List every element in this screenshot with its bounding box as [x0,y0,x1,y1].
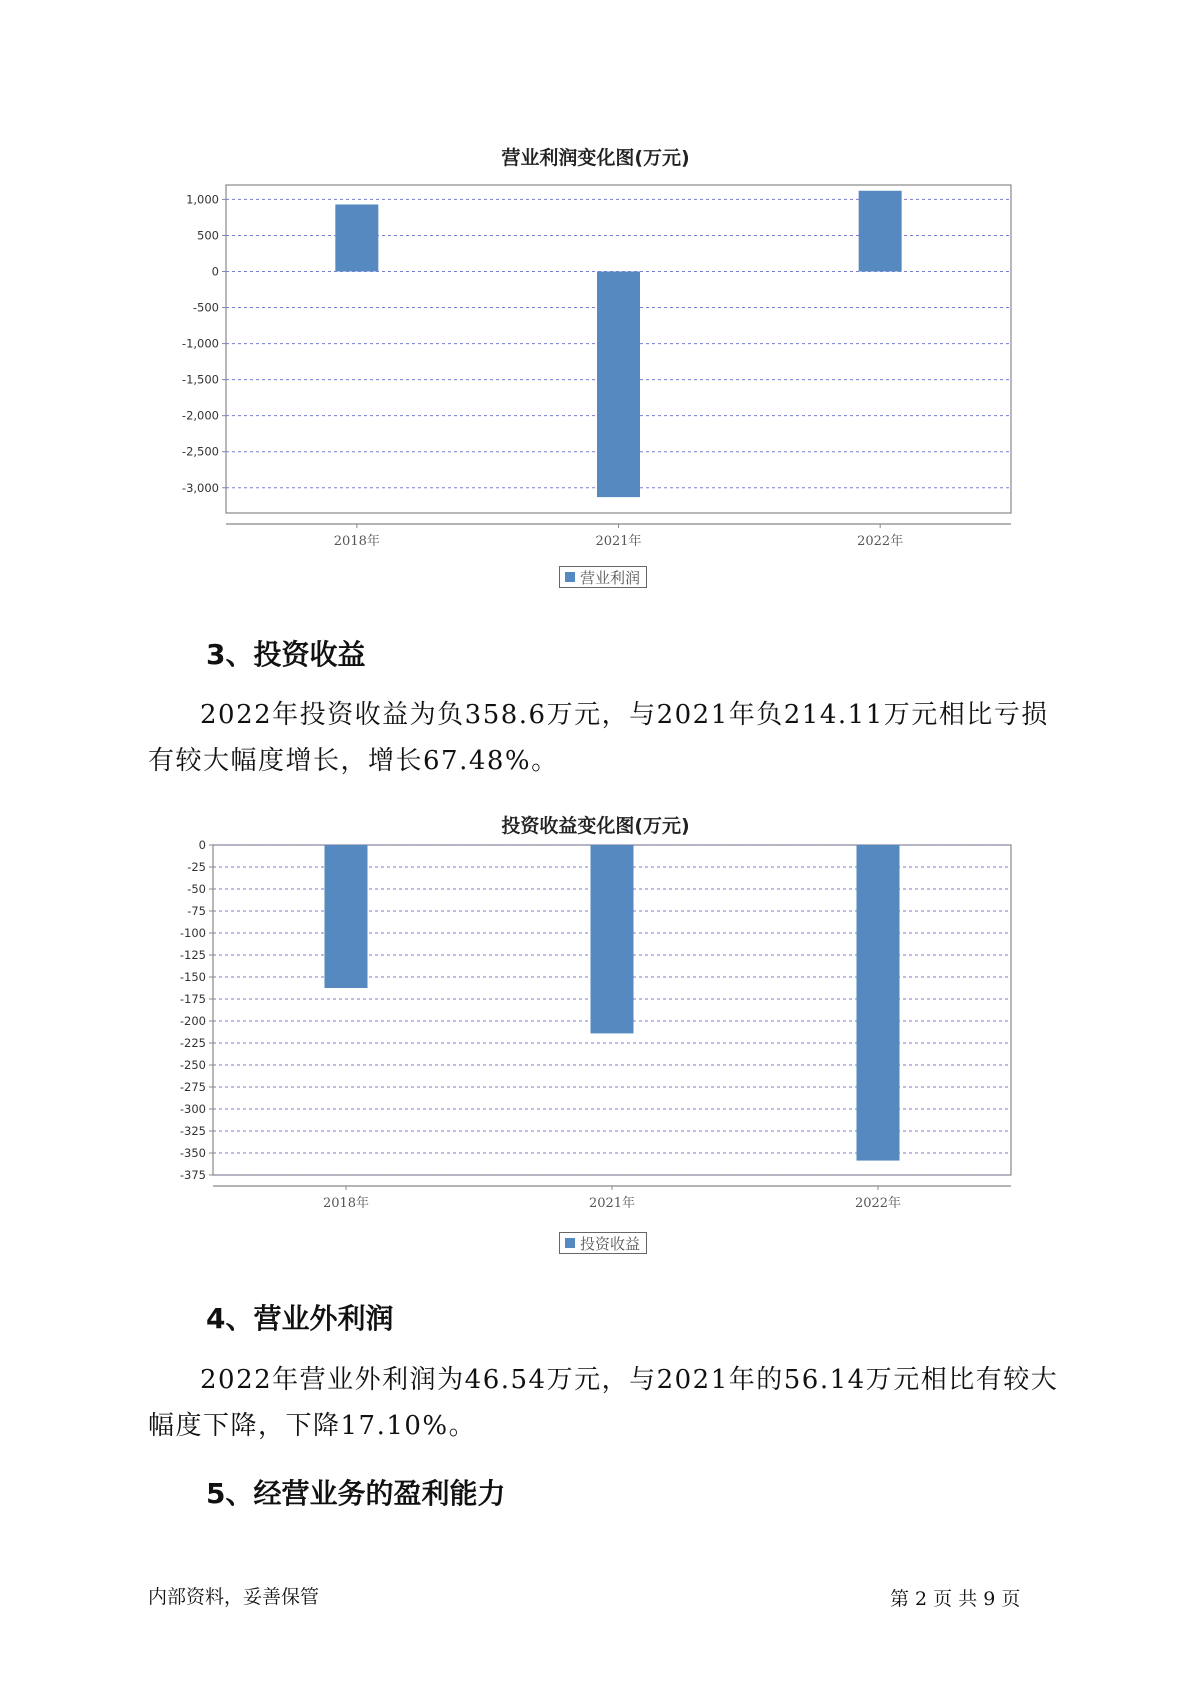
section-4-heading: 4、营业外利润 [206,1302,394,1335]
bar-2021年 [597,272,640,498]
x-tick-label: 2021年 [595,534,642,549]
y-tick-label: 0 [211,264,219,279]
y-tick-label: -50 [187,882,206,896]
operating-profit-chart [0,170,1191,590]
section-3-paragraph: 2022年投资收益为负358.6万元，与2021年负214.11万元相比亏损有较大幅度增长，增长67.48%。 [148,700,1049,776]
bar-2021年 [591,845,634,1033]
x-tick-label: 2018年 [322,1196,370,1211]
footer-confidential-note: 内部资料，妥善保管 [148,1586,320,1608]
y-tick-label: -350 [179,1146,206,1160]
footer-page-number: 第 2 页 共 9 页 [890,1588,1021,1610]
x-tick-label: 2022年 [854,1196,902,1211]
y-tick-label: -125 [179,948,206,962]
y-tick-label: -25 [187,860,206,874]
y-tick-label: 1,000 [186,192,219,207]
bar-2018年 [335,204,378,271]
y-tick-label: -2,000 [181,408,219,423]
bar-2018年 [325,845,368,988]
y-tick-label: -100 [179,926,206,940]
bar-2022年 [859,191,902,272]
section-3-heading: 3、投资收益 [206,638,366,671]
y-tick-label: -250 [179,1058,206,1072]
y-tick-label: -225 [179,1036,206,1050]
y-tick-label: -150 [179,970,206,984]
operating-profit-chart-title: 营业利润变化图(万元) [501,147,690,169]
legend-label: 投资收益 [580,1234,641,1253]
y-tick-label: 0 [198,838,206,852]
investment-income-chart [0,840,1191,1260]
y-tick-label: -375 [179,1168,206,1182]
legend-swatch [565,572,575,582]
operating-profit-legend [559,566,647,588]
x-tick-label: 2018年 [333,534,380,549]
legend-label: 营业利润 [580,568,641,587]
bar-2022年 [857,845,900,1161]
investment-income-chart-title: 投资收益变化图(万元) [501,815,690,837]
y-tick-label: -200 [179,1014,206,1028]
y-tick-label: -1,500 [181,372,219,387]
y-tick-label: -3,000 [181,480,219,495]
y-tick-label: -1,000 [181,336,219,351]
y-tick-label: -500 [192,300,219,315]
section-5-heading: 5、经营业务的盈利能力 [206,1477,506,1510]
legend-swatch [565,1238,575,1248]
x-tick-label: 2021年 [588,1196,636,1211]
investment-income-legend [559,1232,647,1254]
y-tick-label: -325 [179,1124,206,1138]
section-4-paragraph: 2022年营业外利润为46.54万元，与2021年的56.14万元相比有较大幅度下降，下降17.10%。 [148,1365,1059,1441]
y-tick-label: -75 [187,904,206,918]
y-tick-label: 500 [197,228,219,243]
y-tick-label: -300 [179,1102,206,1116]
x-tick-label: 2022年 [857,534,904,549]
y-tick-label: -275 [179,1080,206,1094]
y-tick-label: -2,500 [181,444,219,459]
y-tick-label: -175 [179,992,206,1006]
